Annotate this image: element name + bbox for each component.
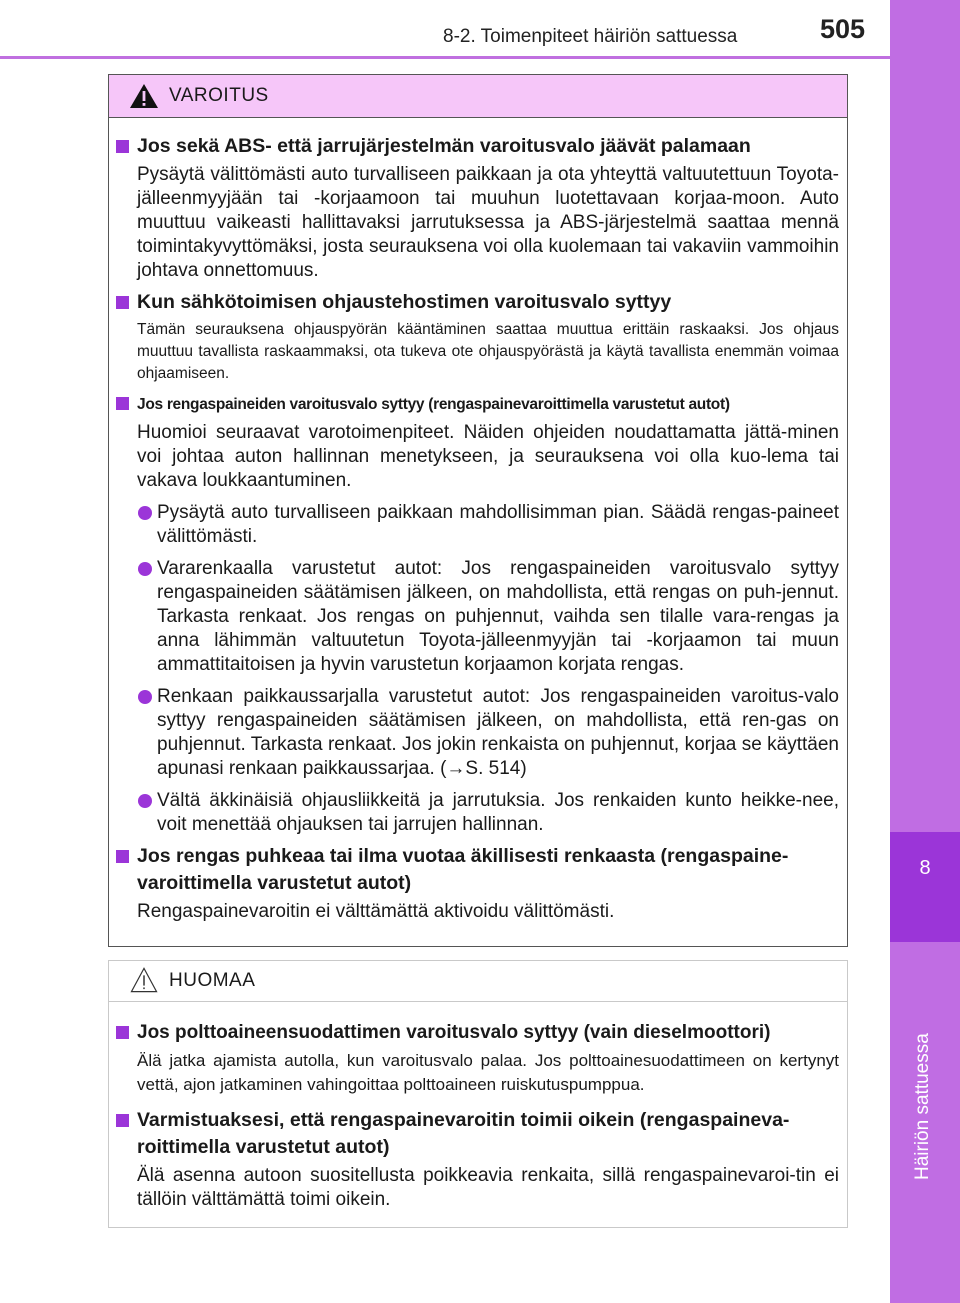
warning-item-text: Pysäytä välittömästi auto turvalliseen paikkaan ja ota yhteyttä valtuutettuun Toyota-jälleenmyyjään tai -korjaamoon tai muuhun luotettavaan korjaa-moon. Auto muuttuu vaikeasti hallittavaksi jarrutuksessa ja ABS-järjestelmä saattaa mennä toimintakyvyttömäksi, josta seurauksena voi olla kuolemaan tai vakaviin vammoihin johtava onnettomuus.	[137, 164, 839, 281]
note-box	[108, 960, 848, 1228]
square-bullet-icon	[116, 1026, 129, 1039]
warning-item-title: Jos rengas puhkeaa tai ilma vuotaa äkillisesti renkaasta (rengaspaine-varoittimella varustetut autot)	[115, 843, 839, 897]
warning-header	[109, 75, 847, 118]
caution-triangle-outline-icon	[129, 967, 159, 993]
round-bullet-icon	[138, 690, 152, 704]
square-bullet-icon	[116, 296, 129, 309]
warning-content	[109, 127, 847, 924]
chapter-marker	[890, 832, 960, 942]
note-item-title: Varmistuaksesi, että rengaspainevaroitin toimii oikein (rengaspaineva-roittimella varustetut autot)	[115, 1107, 839, 1161]
round-bullet-icon	[138, 506, 152, 520]
chapter-title	[912, 940, 938, 1180]
note-content	[109, 1013, 847, 1212]
note-label: HUOMAA	[169, 970, 256, 991]
round-bullet-icon	[138, 794, 152, 808]
square-bullet-icon	[116, 140, 129, 153]
warning-item-title: Jos rengaspaineiden varoitusvalo syttyy (rengaspainevaroittimella varustetut autot)	[115, 391, 839, 418]
note-item-title: Jos polttoaineensuodattimen varoitusvalo syttyy (vain dieselmoottori)	[115, 1019, 839, 1046]
chapter-title-text: Häiriön sattuessa	[912, 1033, 933, 1180]
chapter-tab	[890, 0, 960, 1303]
note-item-text: Älä asenna autoon suositellusta poikkeavia renkaita, sillä rengaspainevaroi-tin ei tällöin välttämättä toimi oikein.	[137, 1165, 839, 1210]
note-item-text: Älä jatka ajamista autolla, kun varoitusvalo palaa. Jos polttoainesuodattimeen on kertynyt vettä, ajon jatkaminen vahingoittaa polttoaineen ruiskutuspumppua.	[137, 1051, 839, 1094]
square-bullet-icon	[116, 1114, 129, 1127]
warning-item-title: Jos sekä ABS- että jarrujärjestelmän varoitusvalo jäävät palamaan	[115, 133, 839, 160]
warning-item-text: Tämän seurauksena ohjauspyörän kääntäminen saattaa muuttua erittäin raskaaksi. Jos ohjaus muuttuu tavallista raskaammaksi, ota tukeva ote ohjauspyörästä ja käytä tavallista enemmän voimaa ohjaamiseen.	[137, 321, 839, 382]
page-number: 505	[820, 14, 866, 44]
list-item: Vararenkaalla varustetut autot: Jos rengaspaineiden varoitusvalo syttyy rengaspaineiden säätämisen jälkeen, on mahdollista, että rengas on puh-jennut. Tarkasta renkaat. Jos rengas on puhjennut, vaihda sen tilalle vara-rengas ja anna lähimmän valtuutetun Toyota-jälleenmyyjän tai -korjaamon tai muun ammattitaitoisen ja hyvin varustetun korjaamon korjata rengas.	[115, 557, 839, 677]
warning-box	[108, 74, 848, 947]
list-item: Renkaan paikkaussarjalla varustetut autot: Jos rengaspaineiden varoitus-valo syttyy rengaspaineiden säätämisen jälkeen, on mahdollista, että ren-gas on puhjennut. Tarkasta renkaat. Jos jokin renkaista on puhjennut, korjaa se käyttäen apunasi renkaan paikkaussarjaa. (→S. 514)	[115, 685, 839, 781]
list-item: Vältä äkkinäisiä ohjausliikkeitä ja jarrutuksia. Jos renkaiden kunto heikke-nee, voit menettää ohjauksen tai jarrujen hallinnan.	[115, 789, 839, 837]
warning-item-title: Kun sähkötoimisen ohjaustehostimen varoitusvalo syttyy	[115, 289, 839, 316]
warning-label: VAROITUS	[169, 85, 269, 106]
round-bullet-icon	[138, 562, 152, 576]
square-bullet-icon	[116, 850, 129, 863]
warning-item-text: Rengaspainevaroitin ei välttämättä aktivoidu välittömästi.	[137, 901, 615, 922]
chapter-number: 8	[919, 857, 931, 879]
warning-triangle-icon	[129, 83, 159, 109]
square-bullet-icon	[116, 397, 129, 410]
header-rule	[0, 56, 890, 59]
list-item: Pysäytä auto turvalliseen paikkaan mahdollisimman pian. Säädä rengas-paineet välittömästi.	[115, 501, 839, 549]
note-header	[109, 961, 847, 1002]
warning-item-text: Huomioi seuraavat varotoimenpiteet. Näiden ohjeiden noudattamatta jättä-minen voi johtaa auton hallinnan menetykseen, ja seurauksena voi olla kuo-lema tai vakava loukkaantuminen.	[137, 422, 839, 491]
section-title: 8-2. Toimenpiteet häiriön sattuessa	[443, 26, 738, 47]
